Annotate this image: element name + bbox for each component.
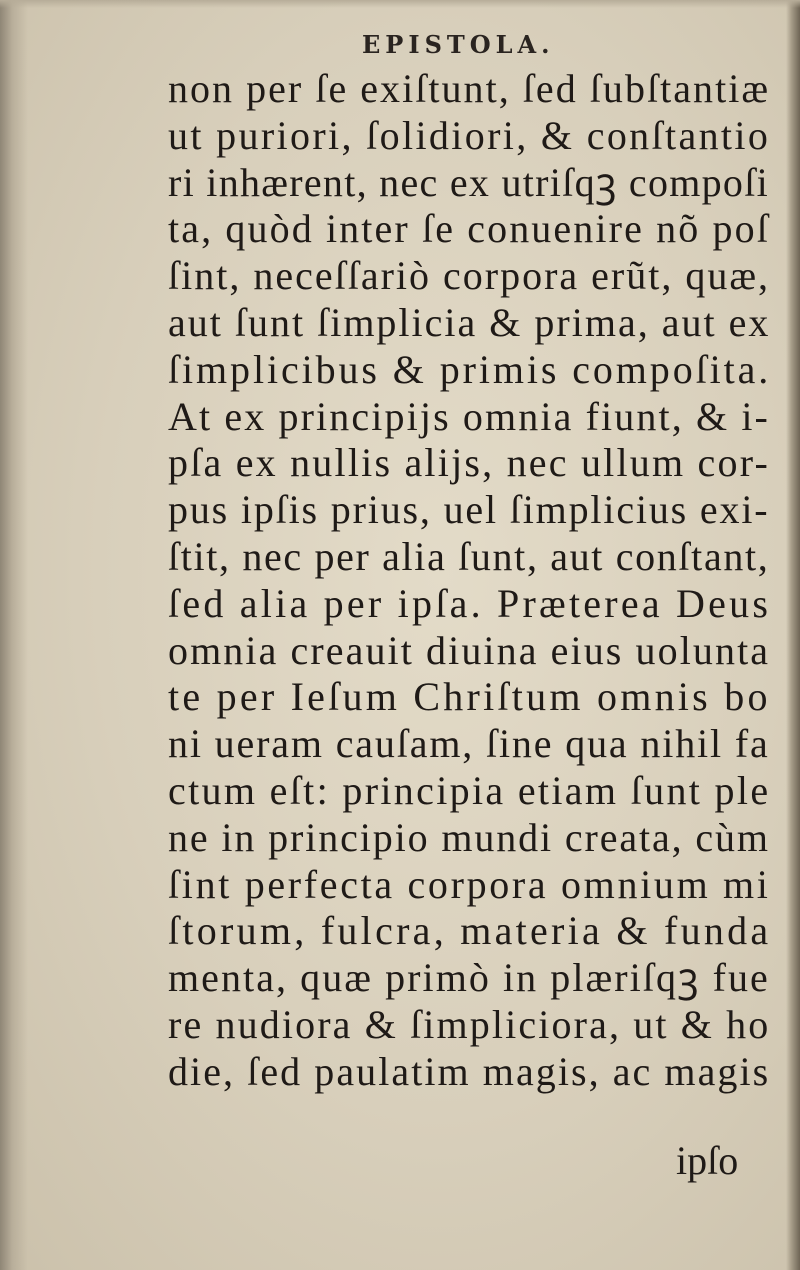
catchword: ipſo — [676, 1138, 739, 1183]
text-line: ta, quòd inter ſe conuenire nõ poſ — [168, 206, 770, 252]
text-line: menta, quæ primò in plæriſqꝫ fue — [168, 955, 770, 1001]
text-line: ctum eſt: principia etiam ſunt ple — [168, 767, 771, 813]
text-line: pſa ex nullis alijs, nec ullum cor- — [168, 440, 770, 486]
text-line: re nudiora & ſimpliciora, ut & ho — [168, 1001, 771, 1047]
body-text — [168, 66, 772, 1096]
page-edge — [786, 0, 800, 1270]
text-line: ſed alia per ipſa. Præterea Deus — [168, 580, 772, 626]
text-line: ſint, neceſſariò corpora erũt, quæ, — [168, 253, 771, 299]
text-line: ſimplicibus & primis compoſita. — [168, 346, 772, 392]
text-line: ſtit, nec per alia ſunt, aut conſtant, — [168, 533, 770, 579]
running-head: EPISTOLA. — [362, 30, 555, 59]
text-line: ri inhærent, nec ex utriſqꝫ compoſi — [168, 159, 770, 205]
text-line: ne in principio mundi creata, cùm — [168, 814, 770, 860]
text-line: ut puriori, ſolidiori, & conſtantio — [168, 112, 771, 158]
gutter-shadow — [0, 0, 28, 1270]
text-line: ni ueram cauſam, ſine qua nihil fa — [168, 721, 770, 767]
text-line: ſtorum, fulcra, materia & funda — [168, 908, 772, 954]
text-line: te per Ieſum Chriſtum omnis bo — [168, 674, 771, 720]
text-line: omnia creauit diuina eius uolunta — [168, 627, 771, 673]
text-line: aut ſunt ſimplicia & prima, aut ex — [168, 299, 771, 345]
text-line: pus ipſis prius, uel ſimplicius exi- — [168, 487, 770, 533]
text-line: non per ſe exiſtunt, ſed ſubſtantiæ — [168, 66, 771, 111]
text-line: At ex principijs omnia fiunt, & i- — [168, 393, 771, 439]
text-line: die, ſed paulatim magis, ac magis — [168, 1048, 771, 1094]
text-line: ſint perfecta corpora omnium mi — [168, 861, 771, 907]
top-edge — [0, 0, 800, 8]
